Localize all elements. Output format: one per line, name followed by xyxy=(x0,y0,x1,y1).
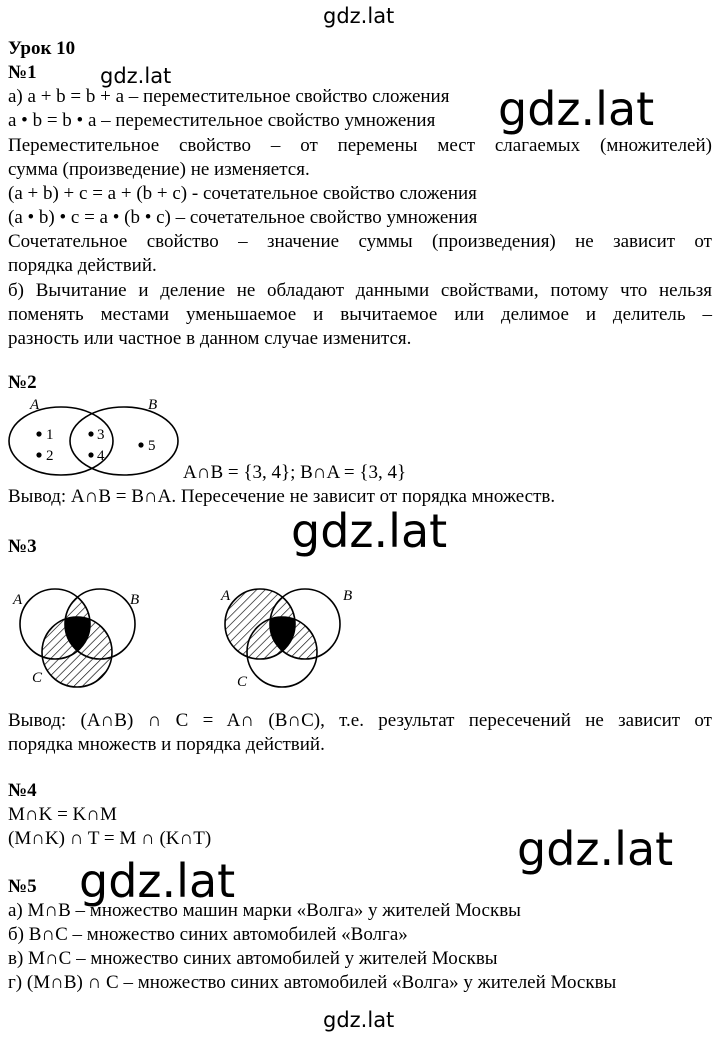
ex3-title: №3 xyxy=(8,536,37,557)
venn-diagram-abc-left xyxy=(10,580,170,690)
set-a-label: A xyxy=(30,397,40,413)
point-dot xyxy=(138,442,143,447)
ex1-line: поменять местами уменьшаемое и вычитаемое или делимое и делитель – xyxy=(8,304,712,325)
watermark-bottom: gdz.lat xyxy=(323,1008,395,1032)
ex1-line: сумма (произведение) не изменяется. xyxy=(8,159,310,180)
ex1-line: a • b = b • a – переместительное свойство умножения xyxy=(8,110,436,131)
ex5-line: а) M∩B – множество машин марки «Волга» у жителей Москвы xyxy=(8,900,521,921)
lesson-title: Урок 10 xyxy=(8,38,76,59)
ex3-conclusion: порядка множеств и порядка действий. xyxy=(8,734,325,755)
watermark-large-2: gdz.lat xyxy=(291,504,448,558)
watermark-large-4: gdz.lat xyxy=(79,854,236,908)
ex1-line: Сочетательное свойство – значение суммы (произведения) не зависит от xyxy=(8,231,712,252)
ex4-line: M∩K = K∩M xyxy=(8,804,117,825)
ex2-formula: A∩B = {3, 4}; B∩A = {3, 4} xyxy=(183,462,407,483)
ex2-title: №2 xyxy=(8,372,37,393)
ex1-line: (a • b) • c = a • (b • c) – сочетательное свойство умножения xyxy=(8,207,478,228)
set-c-label: C xyxy=(237,674,248,690)
point-dot xyxy=(88,431,93,436)
ex5-title: №5 xyxy=(8,876,37,897)
set-a-label: A xyxy=(221,588,231,604)
ex1-line: разность или частное в данном случае изменится. xyxy=(8,328,412,349)
point-label: 2 xyxy=(46,448,54,464)
ex1-line: порядка действий. xyxy=(8,255,157,276)
point-label: 4 xyxy=(97,448,105,464)
point-label: 1 xyxy=(46,427,54,443)
point-label: 3 xyxy=(97,427,105,443)
ex5-line: г) (M∩B) ∩ C – множество синих автомобилей «Волга» у жителей Москвы xyxy=(8,972,617,993)
point-dot xyxy=(36,431,41,436)
set-b-label: B xyxy=(148,397,158,413)
ex1-line: (a + b) + c = a + (b + c) - сочетательное свойство сложения xyxy=(8,183,477,204)
ex1-title: №1 xyxy=(8,62,37,83)
watermark-large-3: gdz.lat xyxy=(517,822,674,876)
set-a-label: A xyxy=(13,592,23,608)
ex1-line: Переместительное свойство – от перемены мест слагаемых (множителей) xyxy=(8,135,712,156)
ex5-line: в) M∩C – множество синих автомобилей у жителей Москвы xyxy=(8,948,498,969)
point-dot xyxy=(36,452,41,457)
ex3-conclusion: Вывод: (A∩B) ∩ C = A∩ (B∩C), т.е. результат пересечений не зависит от xyxy=(8,710,712,731)
watermark-small-1: gdz.lat xyxy=(100,64,172,88)
venn-diagram-abc-right xyxy=(215,580,375,690)
set-b-label: B xyxy=(130,592,140,608)
watermark-large-1: gdz.lat xyxy=(498,82,655,136)
ex1-line: а) a + b = b + a – переместительное свойство сложения xyxy=(8,86,450,107)
set-b-label: B xyxy=(343,588,353,604)
point-dot xyxy=(88,452,93,457)
ex5-line: б) B∩C – множество синих автомобилей «Волга» xyxy=(8,924,408,945)
point-label: 5 xyxy=(148,438,156,454)
watermark-top: gdz.lat xyxy=(323,4,395,28)
ex2-conclusion: Вывод: A∩B = B∩A. Пересечение не зависит от порядка множеств. xyxy=(8,486,556,507)
ex1-line: б) Вычитание и деление не обладают данными свойствами, потому что нельзя xyxy=(8,280,712,301)
venn-diagram-ab xyxy=(0,395,190,485)
ex4-title: №4 xyxy=(8,780,37,801)
set-b-ellipse xyxy=(70,407,178,475)
set-c-label: C xyxy=(32,670,43,686)
ex4-line: (M∩K) ∩ T = M ∩ (K∩T) xyxy=(8,828,212,849)
